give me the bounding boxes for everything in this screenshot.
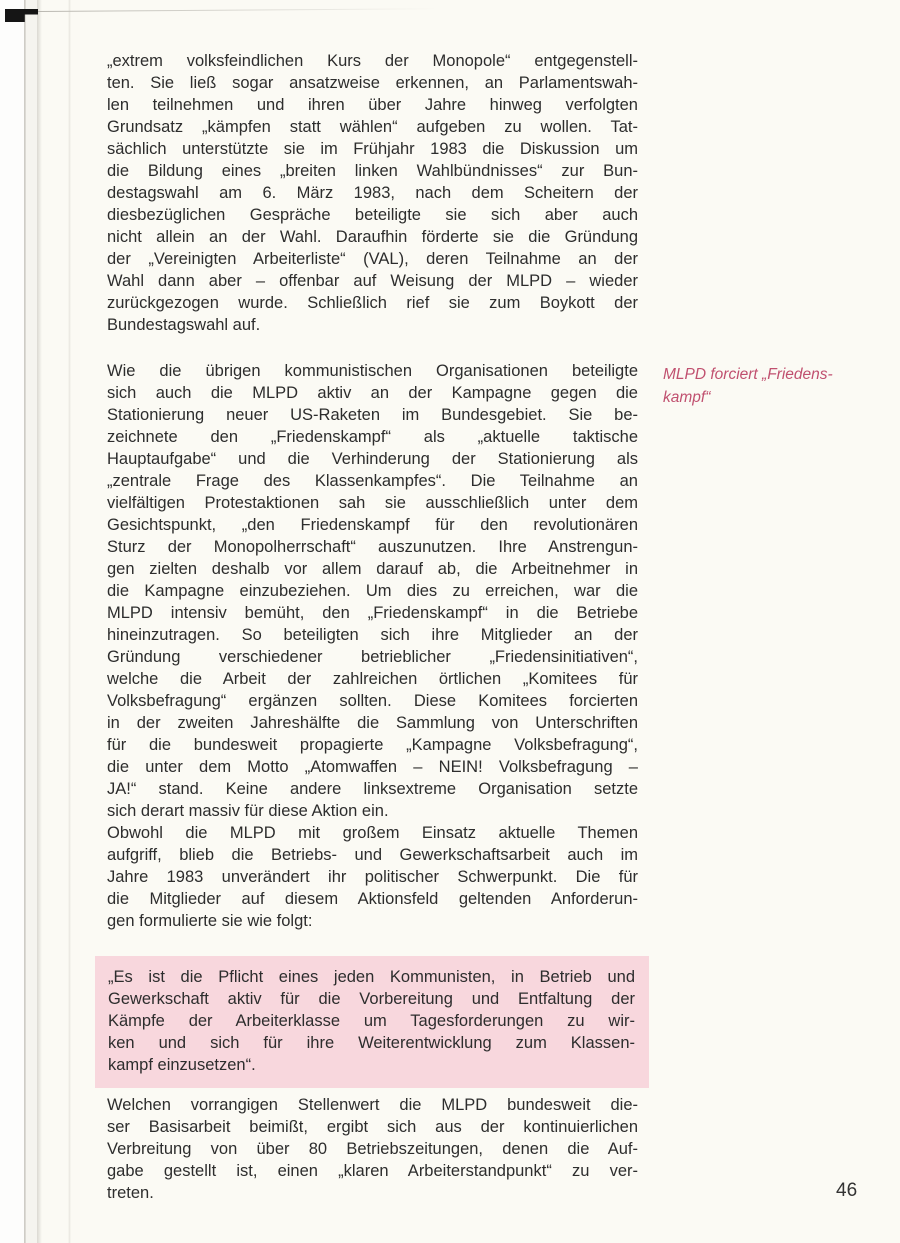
binding-edge-shadow <box>37 0 42 1243</box>
paragraph-election-boycott: „extrem volksfeindlichen Kurs der Monopole“ entgegenstell- ten. Sie ließ sogar ansatzweise erkennen, an Parlamentswah- len teilnehmen und ihren über Jahre hinweg verfolgten Grundsatz „kämpfen statt wählen“ aufgeben zu wollen. Tat- sächlich unterstützte sie im Frühjahr 1983 die Diskussion um die Bildung eines „breiten linken Wahlbündnisses“ zur Bun- destagswahl am 6. März 1983, nach dem Scheitern der diesbezüglichen Gespräche beteiligte sie sich aber auch nicht allein an der Wahl. Daraufhin förderte sie die Gründung der „Vereinigten Arbeiterliste“ (VAL), deren Teilnahme an der Wahl dann aber – offenbar auf Weisung der MLPD – wieder zurückgezogen wurde. Schließlich rief sie zum Boykott der Bundestagswahl auf. <box>107 52 638 334</box>
page-crease <box>68 0 71 1243</box>
page-number: 46 <box>836 1180 858 1201</box>
paragraph-factory-newspapers: Welchen vorrangigen Stellenwert die MLPD bundesweit die- ser Basisarbeit beimißt, ergibt sich aus der kontinuierlichen Verbreitung von über 80 Betriebszeitungen, denen die Auf- gabe gestellt ist, einen „klaren Arbeiterstandpunkt“ zu ver- treten. <box>107 1096 638 1202</box>
highlighted-quote-block: „Es ist die Pflicht eines jeden Kommunisten, in Betrieb und Gewerkschaft aktiv für die Vorbereitung und Entfaltung der Kämpfe der Arbeiterklasse um Tagesforderungen zu wir- ken und sich für ihre Weiterentwicklung zum Klassen- kampf einzusetzen“. <box>95 956 649 1088</box>
binding-edge-white <box>0 0 24 1243</box>
binding-edge-strip <box>26 0 37 1243</box>
paragraph-peace-campaign: Wie die übrigen kommunistischen Organisationen beteiligte sich auch die MLPD aktiv an der Kampagne gegen die Stationierung neuer US-Raketen im Bundesgebiet. Sie be- zeichnete den „Friedenskampf“ als „aktuelle taktische Hauptaufgabe“ und die Verhinderung der Stationierung als „zentrale Frage des Klassenkampfes“. Die Teilnahme an vielfältigen Protestaktionen sah sie ausschließlich unter dem Gesichtspunkt, „den Friedenskampf für den revolutionären Sturz der Monopolherrschaft“ auszunutzen. Ihre Anstrengun- gen zielten deshalb vor allem darauf ab, die Arbeitnehmer in die Kampagne einzubeziehen. Um dies zu erreichen, war die MLPD intensiv bemüht, den „Friedenskampf“ in die Betriebe hineinzutragen. So beteiligten sich ihre Mitglieder an der Gründung verschiedener betrieblicher „Friedensinitiativen“, welche die Arbeit der zahlreichen örtlichen „Komitees für Volksbefragung“ ergänzen sollten. Diese Komitees forcierten in der zweiten Jahreshälfte die Sammlung von Unterschriften für die bundesweit propagierte „Kampagne Volksbefragung“, die unter dem Motto „Atomwaffen – NEIN! Volksbefragung – JA!“ stand. Keine andere linksextreme Organisation setzte sich derart massiv für diese Aktion ein. <box>107 362 638 820</box>
paragraph-group-middle <box>107 360 638 932</box>
margin-note: MLPD forciert „Friedens- kampf“ <box>663 366 833 406</box>
paragraph-union-work: Obwohl die MLPD mit großem Einsatz aktuelle Themen aufgriff, blieb die Betriebs- und Gewerkschaftsarbeit auch im Jahre 1983 unverändert ihr politischer Schwerpunkt. Die für die Mitglieder auf diesem Aktionsfeld geltenden Anforderun- gen formulierte sie wie folgt: <box>107 824 638 930</box>
page-top-edge-line <box>38 8 438 12</box>
